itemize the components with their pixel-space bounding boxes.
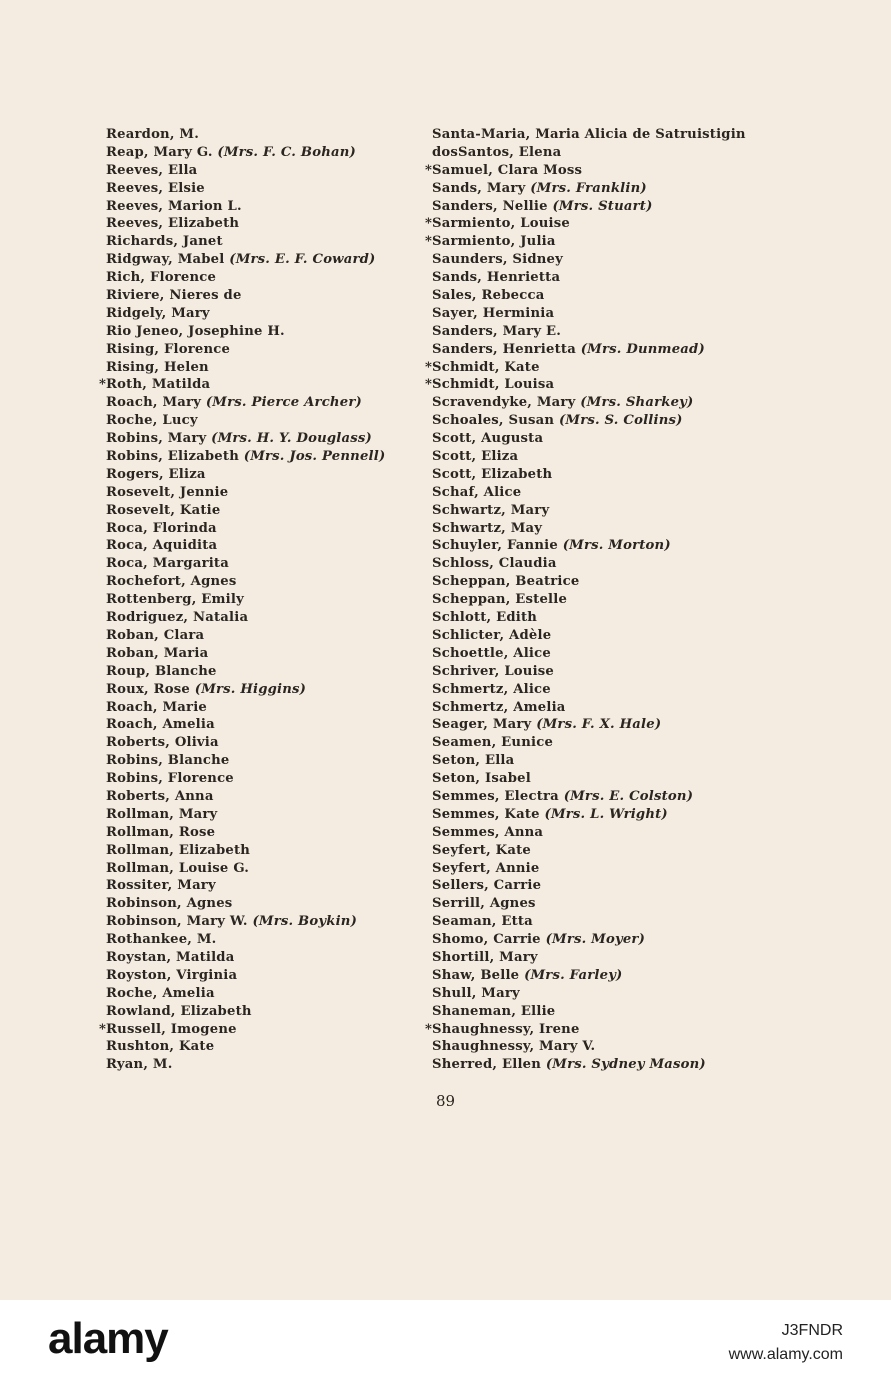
entry-name: Schaf, Alice (432, 484, 522, 500)
entry-name: Scott, Elizabeth (432, 466, 553, 482)
name-entry (432, 985, 746, 1003)
name-entry (432, 931, 746, 949)
entry-name: Roca, Florinda (106, 520, 217, 536)
entry-name: Sands, Mary (432, 180, 531, 196)
married-name-note: (Mrs. Jos. Pennell) (243, 449, 386, 465)
entry-name: Reeves, Ella (106, 162, 198, 178)
name-entry (432, 806, 746, 824)
married-name-note: (Mrs. Morton) (562, 538, 671, 554)
entry-name: Rollman, Louise G. (106, 860, 250, 876)
name-entry (106, 341, 385, 359)
entry-name: Schlott, Edith (432, 610, 538, 626)
entry-name: Rising, Florence (106, 341, 231, 357)
name-entry (106, 520, 385, 538)
name-entry (425, 1021, 746, 1039)
name-entry (432, 573, 746, 591)
entry-name: Royston, Virginia (106, 967, 238, 983)
married-name-note: (Mrs. Franklin) (530, 180, 647, 196)
entry-name: Scheppan, Beatrice (432, 574, 580, 590)
entry-name: Roystan, Matilda (106, 949, 235, 965)
entry-name: Rich, Florence (106, 270, 217, 286)
entry-name: Reeves, Elsie (106, 180, 205, 196)
entry-name: Seyfert, Kate (432, 842, 531, 858)
entry-name: Rollman, Mary (106, 806, 218, 822)
name-entry (432, 287, 746, 305)
deceased-asterisk: * (425, 162, 433, 178)
entry-name: Roberts, Anna (106, 788, 214, 804)
entry-name: Robinson, Mary W. (106, 914, 253, 930)
married-name-note: (Mrs. E. Colston) (563, 788, 694, 804)
alamy-logo: alamy (48, 1314, 168, 1363)
name-entry (432, 895, 746, 913)
name-entry (106, 448, 385, 466)
name-entry (106, 484, 385, 502)
entry-name: Robins, Mary (106, 431, 212, 447)
left-name-column (99, 126, 386, 1074)
name-entry (106, 591, 385, 609)
entry-name: Schuyler, Fannie (432, 538, 563, 554)
name-entry (425, 233, 746, 251)
name-entry (432, 1038, 746, 1056)
married-name-note: (Mrs. F. C. Bohan) (217, 144, 356, 160)
married-name-note: (Mrs. F. X. Hale) (536, 717, 662, 733)
entry-name: Seton, Ella (432, 753, 515, 769)
entry-name: Sellers, Carrie (432, 878, 542, 894)
name-entry (432, 681, 746, 699)
entry-name: Roup, Blanche (106, 663, 217, 679)
married-name-note: (Mrs. E. F. Coward) (229, 252, 376, 268)
name-entry (106, 394, 385, 412)
entry-name: Sanders, Nellie (432, 198, 553, 214)
name-entry (425, 162, 746, 180)
name-entry (106, 806, 385, 824)
name-entry (106, 305, 385, 323)
watermark-footer (0, 1300, 891, 1390)
entry-name: Santa-Maria, Maria Alicia de Satruistigin (432, 127, 746, 142)
entry-name: Schoales, Susan (432, 413, 559, 429)
name-entry (432, 913, 746, 931)
entry-name: Riviere, Nieres de (106, 288, 242, 304)
entry-name: Rio Jeneo, Josephine H. (106, 323, 285, 339)
married-name-note: (Mrs. Sharkey) (580, 395, 694, 411)
entry-name: Sanders, Henrietta (432, 341, 581, 357)
name-entry (106, 502, 385, 520)
entry-name: Saunders, Sidney (432, 252, 564, 268)
entry-name: Rochefort, Agnes (106, 574, 237, 590)
entry-name: Roche, Amelia (106, 985, 215, 1001)
entry-name: Seyfert, Annie (432, 860, 540, 876)
name-entry (432, 788, 746, 806)
entry-name: Schmertz, Alice (432, 681, 551, 697)
name-entry (106, 699, 385, 717)
name-entry (106, 877, 385, 895)
entry-name: Roberts, Olivia (106, 735, 219, 751)
entry-name: Ryan, M. (106, 1057, 173, 1073)
entry-name: Serrill, Agnes (432, 896, 536, 912)
married-name-note: (Mrs. Farley) (524, 967, 623, 983)
name-entry (432, 770, 746, 788)
entry-name: Roth, Matilda (106, 377, 211, 393)
entry-name: Rollman, Elizabeth (106, 842, 251, 858)
entry-name: Reap, Mary G. (106, 144, 218, 160)
name-entry (432, 734, 746, 752)
entry-name: Sanders, Mary E. (432, 323, 562, 339)
name-entry (106, 967, 385, 985)
entry-name: Roach, Mary (106, 395, 206, 411)
married-name-note: (Mrs. Boykin) (252, 914, 358, 930)
name-entry (106, 663, 385, 681)
entry-name: Samuel, Clara Moss (432, 162, 583, 178)
married-name-note: (Mrs. S. Collins) (558, 413, 683, 429)
name-entry (432, 555, 746, 573)
name-entry (106, 1038, 385, 1056)
name-entry (432, 251, 746, 269)
entry-name: Scheppan, Estelle (432, 592, 568, 608)
name-entry (432, 645, 746, 663)
entry-name: Seamen, Eunice (432, 735, 554, 751)
entry-name: Shaughnessy, Irene (432, 1021, 580, 1037)
married-name-note: (Mrs. H. Y. Douglass) (211, 431, 372, 447)
entry-name: Semmes, Anna (432, 824, 544, 840)
name-entry (432, 484, 746, 502)
name-entry (106, 681, 385, 699)
entry-name: Rogers, Eliza (106, 466, 206, 482)
name-entry (106, 287, 385, 305)
name-entry (106, 985, 385, 1003)
entry-name: Sayer, Herminia (432, 305, 555, 321)
name-entry (432, 877, 746, 895)
entry-name: Rowland, Elizabeth (106, 1003, 252, 1019)
name-entry (432, 305, 746, 323)
name-entry (432, 860, 746, 878)
name-entry (432, 752, 746, 770)
name-entry (106, 215, 385, 233)
entry-name: dosSantos, Elena (432, 144, 562, 160)
name-entry (106, 842, 385, 860)
name-entry (432, 627, 746, 645)
name-entry (106, 269, 385, 287)
right-name-column (425, 126, 746, 1074)
page-number: 89 (435, 1092, 456, 1110)
name-entry (106, 323, 385, 341)
name-entry (432, 609, 746, 627)
deceased-asterisk: * (425, 234, 433, 250)
deceased-asterisk: * (425, 377, 433, 393)
name-entry (106, 734, 385, 752)
name-entry (106, 788, 385, 806)
name-entry (106, 609, 385, 627)
name-entry (99, 1021, 385, 1039)
name-entry (106, 1003, 385, 1021)
name-entry (432, 394, 746, 412)
name-entry (106, 466, 385, 484)
entry-name: Rising, Helen (106, 359, 209, 375)
married-name-note: (Mrs. Pierce Archer) (205, 395, 362, 411)
name-entry (106, 412, 385, 430)
image-code: J3FNDR (781, 1322, 843, 1339)
entry-name: Shomo, Carrie (432, 932, 546, 948)
entry-name: Ridgway, Mabel (106, 252, 230, 268)
entry-name: Roban, Maria (106, 645, 209, 661)
entry-name: Roca, Margarita (106, 556, 229, 572)
entry-name: Semmes, Electra (432, 788, 564, 804)
name-entry (425, 359, 746, 377)
entry-name: Roach, Amelia (106, 717, 215, 733)
married-name-note: (Mrs. Stuart) (552, 198, 653, 214)
name-entry (106, 180, 385, 198)
entry-name: Roach, Marie (106, 699, 207, 715)
name-entry (106, 931, 385, 949)
entry-name: Reardon, M. (106, 127, 200, 142)
deceased-asterisk: * (99, 1021, 107, 1037)
entry-name: Rosevelt, Jennie (106, 484, 229, 500)
name-entry (106, 555, 385, 573)
entry-name: Schmidt, Louisa (432, 377, 555, 393)
name-entry (425, 376, 746, 394)
entry-name: Schmertz, Amelia (432, 699, 566, 715)
entry-name: Rushton, Kate (106, 1039, 215, 1055)
name-entry (106, 162, 385, 180)
entry-name: Rollman, Rose (106, 824, 216, 840)
entry-name: Robins, Florence (106, 771, 234, 787)
name-entry (432, 180, 746, 198)
name-entry (432, 466, 746, 484)
name-entry (432, 198, 746, 216)
name-entry (106, 645, 385, 663)
site-url: www.alamy.com (728, 1346, 843, 1363)
name-entry (106, 251, 385, 269)
entry-name: Schlicter, Adèle (432, 627, 552, 643)
entry-name: Roca, Aquidita (106, 538, 218, 554)
name-entry (106, 860, 385, 878)
name-entry (106, 573, 385, 591)
deceased-asterisk: * (99, 377, 107, 393)
name-entry (432, 591, 746, 609)
name-entry (106, 913, 385, 931)
name-entry (432, 502, 746, 520)
entry-name: Schmidt, Kate (432, 359, 540, 375)
entry-name: Schoettle, Alice (432, 645, 551, 661)
entry-name: Rottenberg, Emily (106, 592, 244, 608)
name-entry (106, 716, 385, 734)
entry-name: Semmes, Kate (432, 806, 545, 822)
name-entry (106, 1056, 385, 1074)
entry-name: Schwartz, Mary (432, 502, 550, 518)
name-entry (432, 537, 746, 555)
name-entry (425, 215, 746, 233)
deceased-asterisk: * (425, 216, 433, 232)
entry-name: Rosevelt, Katie (106, 502, 221, 518)
entry-name: Sarmiento, Louise (432, 216, 570, 232)
married-name-note: (Mrs. Sydney Mason) (545, 1057, 706, 1073)
name-entry (99, 376, 385, 394)
name-entry (106, 949, 385, 967)
name-entry (432, 144, 746, 162)
married-name-note: (Mrs. Moyer) (545, 932, 646, 948)
name-entry (106, 895, 385, 913)
name-entry (106, 824, 385, 842)
entry-name: Rothankee, M. (106, 932, 217, 948)
name-entry (106, 198, 385, 216)
entry-name: Richards, Janet (106, 234, 223, 250)
entry-name: Sherred, Ellen (432, 1057, 546, 1073)
name-entry (106, 126, 385, 144)
name-entry (106, 430, 385, 448)
name-entry (432, 412, 746, 430)
name-entry (432, 716, 746, 734)
name-entry (106, 144, 385, 162)
entry-name: Robins, Blanche (106, 753, 230, 769)
married-name-note: (Mrs. Higgins) (194, 681, 307, 697)
entry-name: Robins, Elizabeth (106, 449, 244, 465)
name-entry (432, 323, 746, 341)
entry-name: Sarmiento, Julia (432, 234, 556, 250)
name-entry (432, 842, 746, 860)
entry-name: Shull, Mary (432, 985, 520, 1001)
name-entry (106, 627, 385, 645)
name-entry (106, 233, 385, 251)
name-entry (106, 752, 385, 770)
deceased-asterisk: * (425, 359, 433, 375)
entry-name: Robinson, Agnes (106, 896, 233, 912)
deceased-asterisk: * (425, 1021, 433, 1037)
entry-name: Scott, Eliza (432, 449, 519, 465)
name-entry (432, 967, 746, 985)
entry-name: Shaneman, Ellie (432, 1003, 556, 1019)
name-entry (432, 824, 746, 842)
married-name-note: (Mrs. L. Wright) (544, 806, 668, 822)
entry-name: Reeves, Elizabeth (106, 216, 240, 232)
entry-name: Seager, Mary (432, 717, 537, 733)
entry-name: Roche, Lucy (106, 413, 198, 429)
name-entry (432, 520, 746, 538)
entry-name: Rodriguez, Natalia (106, 610, 249, 626)
entry-name: Shaughnessy, Mary V. (432, 1039, 596, 1055)
entry-name: Rossiter, Mary (106, 878, 216, 894)
married-name-note: (Mrs. Dunmead) (580, 341, 705, 357)
name-entry (432, 949, 746, 967)
name-entry (432, 430, 746, 448)
name-entry (432, 341, 746, 359)
name-entry (106, 770, 385, 788)
name-entry (106, 537, 385, 555)
entry-name: Ridgely, Mary (106, 305, 210, 321)
entry-name: Shortill, Mary (432, 949, 538, 965)
entry-name: Seton, Isabel (432, 771, 531, 787)
name-entry (432, 699, 746, 717)
name-entry (432, 269, 746, 287)
entry-name: Sales, Rebecca (432, 288, 545, 304)
entry-name: Schwartz, May (432, 520, 543, 536)
entry-name: Seaman, Etta (432, 914, 533, 930)
name-entry (432, 126, 746, 144)
name-entry (432, 1056, 746, 1074)
entry-name: Scott, Augusta (432, 431, 544, 447)
entry-name: Schloss, Claudia (432, 556, 557, 572)
name-entry (106, 359, 385, 377)
name-entry (432, 663, 746, 681)
entry-name: Roux, Rose (106, 681, 195, 697)
name-entry (432, 1003, 746, 1021)
entry-name: Roban, Clara (106, 627, 205, 643)
entry-name: Schriver, Louise (432, 663, 555, 679)
entry-name: Russell, Imogene (106, 1021, 237, 1037)
entry-name: Scravendyke, Mary (432, 395, 581, 411)
entry-name: Sands, Henrietta (432, 270, 561, 286)
entry-name: Reeves, Marion L. (106, 198, 242, 214)
entry-name: Shaw, Belle (432, 967, 525, 983)
name-entry (432, 448, 746, 466)
